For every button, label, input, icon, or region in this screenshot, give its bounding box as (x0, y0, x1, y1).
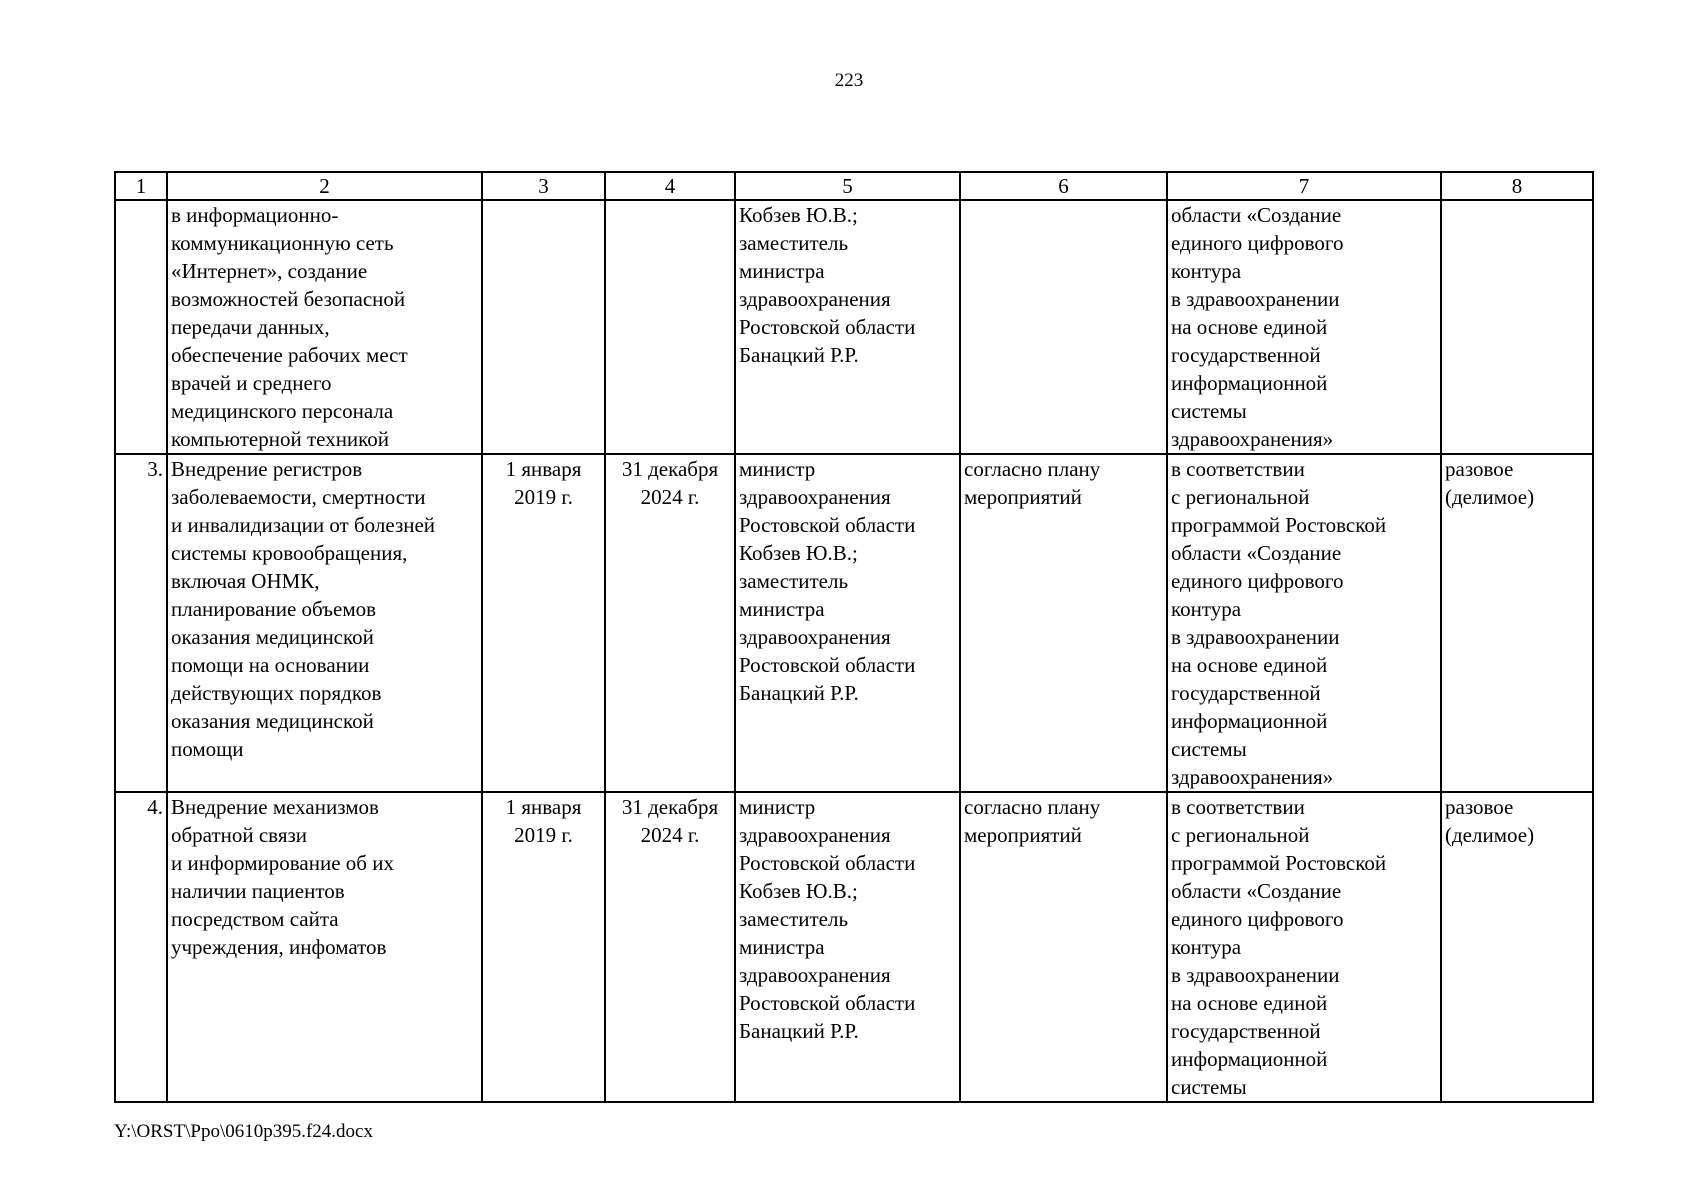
end-date: 31 декабря 2024 г. (621, 457, 719, 509)
column-number-header: 1 (115, 172, 167, 200)
table-row (115, 200, 1593, 454)
frequency-cell (960, 792, 1167, 1102)
column-number-header: 8 (1441, 172, 1593, 200)
type-text: разовое (делимое) (1445, 795, 1535, 847)
basis-cell (1167, 200, 1441, 454)
start-date-cell (482, 200, 605, 454)
table-row (115, 454, 1593, 792)
action-cell (167, 454, 482, 792)
row-number: 3. (147, 457, 163, 481)
responsible-text: министр здравоохранения Ростовской области Кобзев Ю.В.; заместитель министра здравоохранения Ростовской области Банацкий Р.Р. (739, 795, 916, 1043)
frequency-text: согласно плану мероприятий (964, 457, 1101, 509)
table-row (115, 792, 1593, 1102)
frequency-cell (960, 200, 1167, 454)
responsible-cell (735, 792, 960, 1102)
responsible-text: министр здравоохранения Ростовской области Кобзев Ю.В.; заместитель министра здравоохранения Ростовской области Банацкий Р.Р. (739, 457, 916, 705)
responsible-cell (735, 454, 960, 792)
row-number-cell (115, 792, 167, 1102)
basis-text: в соответствии с региональной программой Ростовской области «Создание единого цифрового контура в здравоохранении на основе единой государственной информационной системы здравоохранения» (1171, 457, 1387, 789)
frequency-text: согласно плану мероприятий (964, 795, 1101, 847)
end-date-cell (605, 792, 735, 1102)
end-date: 31 декабря 2024 г. (621, 795, 719, 847)
type-cell (1441, 454, 1593, 792)
end-date-cell (605, 200, 735, 454)
start-date-cell (482, 792, 605, 1102)
column-number-header: 4 (605, 172, 735, 200)
action-text: Внедрение регистров заболеваемости, смертности и инвалидизации от болезней системы кровообращения, включая ОНМК, планирование объемов оказания медицинской помощи на основании действующих порядков оказания медицинской помощи (171, 457, 436, 761)
page-number: 223 (834, 70, 864, 91)
action-cell (167, 792, 482, 1102)
row-number: 4. (147, 795, 163, 819)
table-header-row (115, 172, 1593, 200)
action-text: Внедрение механизмов обратной связи и информирование об их наличии пациентов посредством сайта учреждения, инфоматов (171, 795, 394, 959)
type-text: разовое (делимое) (1445, 457, 1535, 509)
responsible-text: Кобзев Ю.В.; заместитель министра здравоохранения Ростовской области Банацкий Р.Р. (739, 203, 916, 367)
responsible-cell (735, 200, 960, 454)
column-number-header: 6 (960, 172, 1167, 200)
type-cell (1441, 792, 1593, 1102)
basis-cell (1167, 454, 1441, 792)
column-number-header: 5 (735, 172, 960, 200)
basis-text: в соответствии с региональной программой Ростовской области «Создание единого цифрового контура в здравоохранении на основе единой государственной информационной системы (1171, 795, 1387, 1099)
plan-table (114, 171, 1594, 1103)
start-date-cell (482, 454, 605, 792)
end-date-cell (605, 454, 735, 792)
frequency-cell (960, 454, 1167, 792)
start-date: 1 января 2019 г. (505, 795, 582, 847)
basis-text: области «Создание единого цифрового контура в здравоохранении на основе единой государственной информационной системы здравоохранения» (1171, 203, 1344, 451)
column-number-header: 2 (167, 172, 482, 200)
action-cell (167, 200, 482, 454)
start-date: 1 января 2019 г. (505, 457, 582, 509)
row-number-cell (115, 454, 167, 792)
document-file-path: Y:\ORST\Ppo\0610p395.f24.docx (114, 1121, 373, 1142)
column-number-header: 3 (482, 172, 605, 200)
basis-cell (1167, 792, 1441, 1102)
action-text: в информационно- коммуникационную сеть «Интернет», создание возможностей безопасной передачи данных, обеспечение рабочих мест врачей и среднего медицинского персонала компьютерной техникой (171, 203, 408, 451)
row-number-cell (115, 200, 167, 454)
type-cell (1441, 200, 1593, 454)
column-number-header: 7 (1167, 172, 1441, 200)
